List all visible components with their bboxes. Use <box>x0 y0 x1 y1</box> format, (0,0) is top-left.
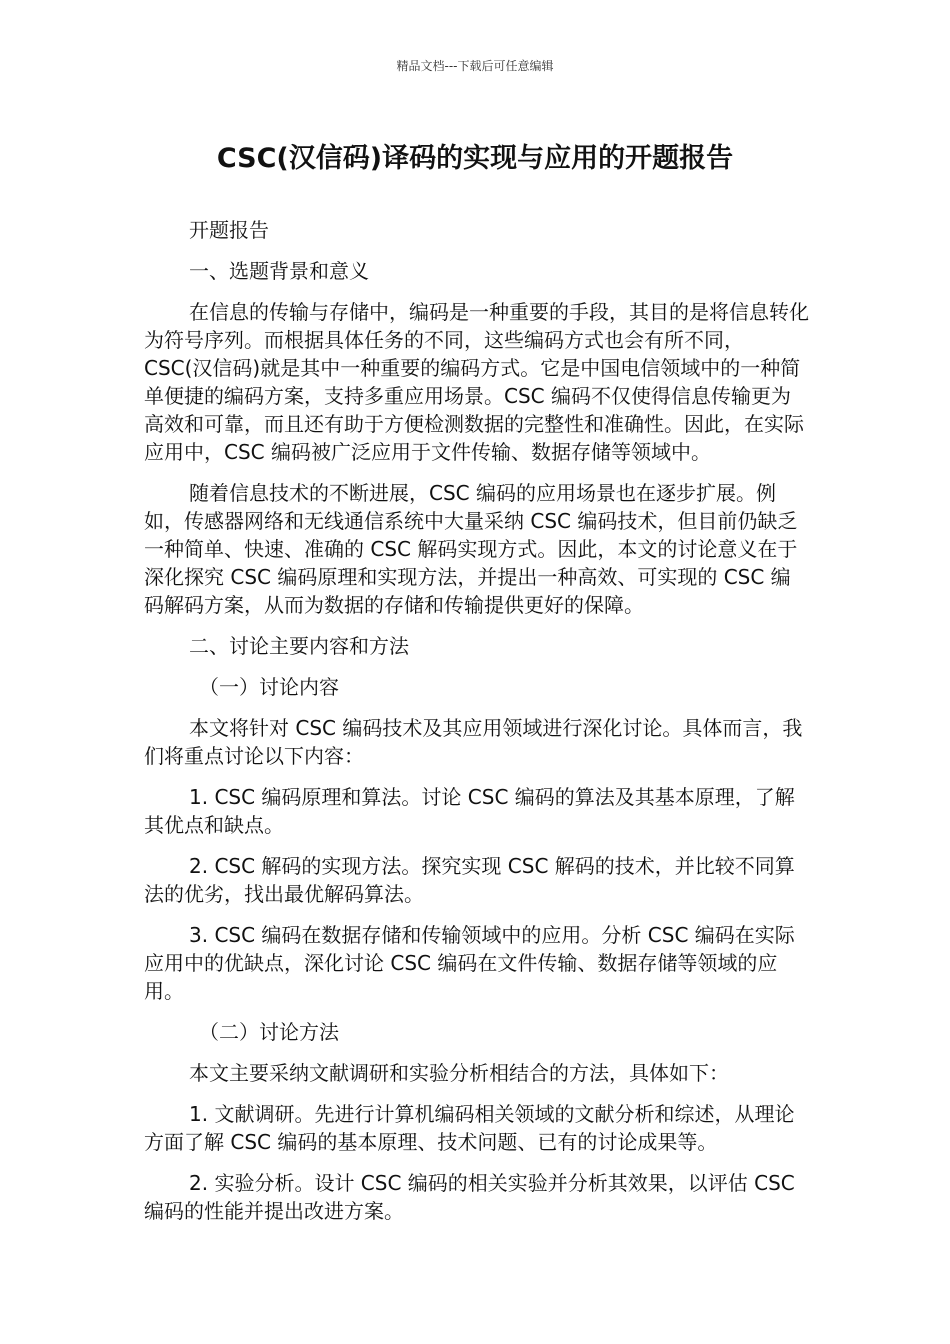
subsection-heading-method: （二）讨论方法 <box>199 1020 339 1044</box>
document-title: CSC(汉信码)译码的实现与应用的开题报告 <box>216 143 734 174</box>
list-item-method-1: 1. 文献调研。先进行计算机编码相关领域的文献分析和综述，从理论方面了解 CSC 编码的基本原理、技术问题、已有的讨论成果等。 <box>144 1102 795 1154</box>
paragraph-method-intro: 本文主要采纳文献调研和实验分析相结合的方法，具体如下： <box>189 1061 729 1085</box>
list-item-content-1: 1. CSC 编码原理和算法。讨论 CSC 编码的算法及其基本原理，了解其优点和缺点。 <box>144 785 795 837</box>
section-heading-background: 一、选题背景和意义 <box>189 259 369 283</box>
list-item-method-2: 2. 实验分析。设计 CSC 编码的相关实验并分析其效果，以评估 CSC 编码的性能并提出改进方案。 <box>144 1171 795 1223</box>
paragraph-content-intro: 本文将针对 CSC 编码技术及其应用领域进行深化讨论。具体而言，我们将重点讨论以下内容： <box>144 716 803 768</box>
document-body <box>144 216 809 1238</box>
section-heading-content-method: 二、讨论主要内容和方法 <box>189 634 409 658</box>
page-header: 精品文档---下载后可任意编辑 <box>396 59 554 73</box>
list-item-content-3: 3. CSC 编码在数据存储和传输领域中的应用。分析 CSC 编码在实际应用中的优缺点，深化讨论 CSC 编码在文件传输、数据存储等领域的应用。 <box>144 923 795 1003</box>
paragraph-background-2: 随着信息技术的不断进展，CSC 编码的应用场景也在逐步扩展。例如，传感器网络和无线通信系统中大量采纳 CSC 编码技术，但目前仍缺乏一种简单、快速、准确的 CSC 解码实现方式。因此，本文的讨论意义在于深化探究 CSC 编码原理和实现方法，并提出一种高效、可实现的 CSC 编码解码方案，从而为数据的存储和传输提供更好的保障。 <box>144 481 798 617</box>
paragraph-background-1: 在信息的传输与存储中，编码是一种重要的手段，其目的是将信息转化为符号序列。而根据具体任务的不同，这些编码方式也会有所不同，CSC(汉信码)就是其中一种重要的编码方式。它是中国电信领域中的一种简单便捷的编码方案，支持多重应用场景。CSC 编码不仅使得信息传输更为高效和可靠，而且还有助于方便检测数据的完整性和准确性。因此，在实际应用中，CSC 编码被广泛应用于文件传输、数据存储等领域中。 <box>144 300 809 464</box>
subsection-heading-content: （一）讨论内容 <box>199 675 339 699</box>
list-item-content-2: 2. CSC 解码的实现方法。探究实现 CSC 解码的技术，并比较不同算法的优劣，找出最优解码算法。 <box>144 854 795 906</box>
section-heading-report: 开题报告 <box>189 218 269 242</box>
